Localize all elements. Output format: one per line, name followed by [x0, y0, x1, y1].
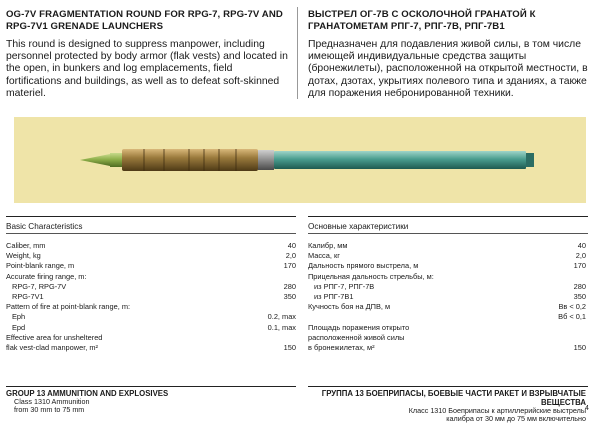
table-row: расположенной живой силы	[308, 332, 405, 342]
table-row: Point-blank range, m 170	[6, 261, 296, 271]
english-description: This round is designed to suppress manpower, including personnel protected by body armor (flak vests) and located in the open, in bunkers and log emplacements, field fortifications and buildings, as well as to defeat soft-skinned materiel.	[6, 39, 288, 99]
footer-range-ru: калибра от 30 мм до 75 мм включительно	[446, 414, 586, 424]
tube-end	[526, 153, 534, 167]
table-row: Caliber, mm 40	[6, 241, 296, 250]
table-row: flak vest-clad manpower, m² 150	[6, 342, 296, 352]
coupling	[258, 150, 274, 170]
fuze-body	[110, 153, 122, 167]
russian-title: ВЫСТРЕЛ ОГ-7В С ОСКОЛОЧНОЙ ГРАНАТОЙ К ГРАНАТОМЕТАМ РПГ-7, РПГ-7В, РПГ-7В1	[308, 9, 536, 32]
column-divider	[297, 7, 298, 99]
footer-range-en: from 30 mm to 75 mm	[14, 405, 85, 415]
table-row: Масса, кг 2,0	[308, 251, 586, 261]
english-title: OG-7V FRAGMENTATION ROUND FOR RPG-7, RPG-7V AND RPG-7V1 GRENADE LAUNCHERS	[6, 9, 283, 32]
table-row: Accurate firing range, m:	[6, 271, 87, 281]
propellant-tube	[274, 151, 526, 169]
footer-group-ru: ГРУППА 13 БОЕПРИПАСЫ, БОЕВЫЕ ЧАСТИ РАКЕТ И ВЗРЫВЧАТЫЕ ВЕЩЕСТВА	[321, 389, 586, 407]
footer-class-ru: Класс 1310 Боеприпасы к артиллерийские выстрелы	[408, 406, 586, 415]
table-row: Weight, kg 2,0	[6, 251, 296, 261]
right-footer-rule	[308, 386, 588, 387]
table-row: Калибр, мм 40	[308, 241, 586, 250]
footer-group-en: GROUP 13 AMMUNITION AND EXPLOSIVES	[6, 389, 169, 398]
table-row: из РПГ-7, РПГ-7В 280	[314, 281, 586, 291]
right-section-rule	[308, 216, 588, 217]
table-row: Вб < 0,1	[558, 312, 586, 322]
right-heading-underline	[308, 233, 588, 234]
table-row: Прицельная дальность стрельбы, м:	[308, 271, 434, 281]
basic-characteristics-heading: Basic Characteristics	[6, 222, 83, 231]
left-heading-underline	[6, 233, 296, 234]
table-row: Кучность боя на ДПВ, м Вв < 0,2	[308, 302, 586, 312]
table-row: в бронежилетах, м² 150	[308, 342, 586, 352]
left-section-rule	[6, 216, 296, 217]
table-row: RPG-7V1 350	[12, 291, 296, 301]
table-row: Площадь поражения открыто	[308, 322, 410, 332]
warhead-body	[122, 149, 258, 171]
footer-class-en: Class 1310 Ammunition	[14, 397, 90, 406]
ru-characteristics-heading: Основные характеристики	[308, 222, 409, 231]
left-footer-rule	[6, 386, 296, 387]
table-row: RPG-7, RPG-7V 280	[12, 281, 296, 291]
russian-description: Предназначен для подавления живой силы, в том числе имеющей индивидуальные средства защиты (бронежилеты), расположенной на открытой местности, в дотах, дзотах, укрытиях полевого типа и зданиях, а также для поражения небронированной техники.	[308, 39, 588, 99]
round-photo	[14, 117, 586, 203]
table-row: Eph 0.2, max	[12, 312, 296, 322]
footer-english	[6, 389, 296, 415]
nose-tip	[80, 154, 110, 166]
og-7v-round-image	[14, 117, 586, 203]
table-row: из РПГ-7В1 350	[314, 291, 586, 301]
russian-header	[308, 0, 588, 100]
table-row: Effective area for unsheltered	[6, 332, 103, 342]
table-row: Pattern of fire at point-blank range, m:	[6, 302, 131, 312]
characteristics-table-ru	[308, 241, 586, 353]
table-row: Epd 0.1, max	[12, 322, 296, 332]
table-row: Дальность прямого выстрела, м 170	[308, 261, 586, 271]
page-number: 4	[585, 405, 589, 412]
english-header	[6, 0, 288, 100]
footer-russian	[308, 389, 586, 424]
characteristics-table-en	[6, 241, 296, 353]
